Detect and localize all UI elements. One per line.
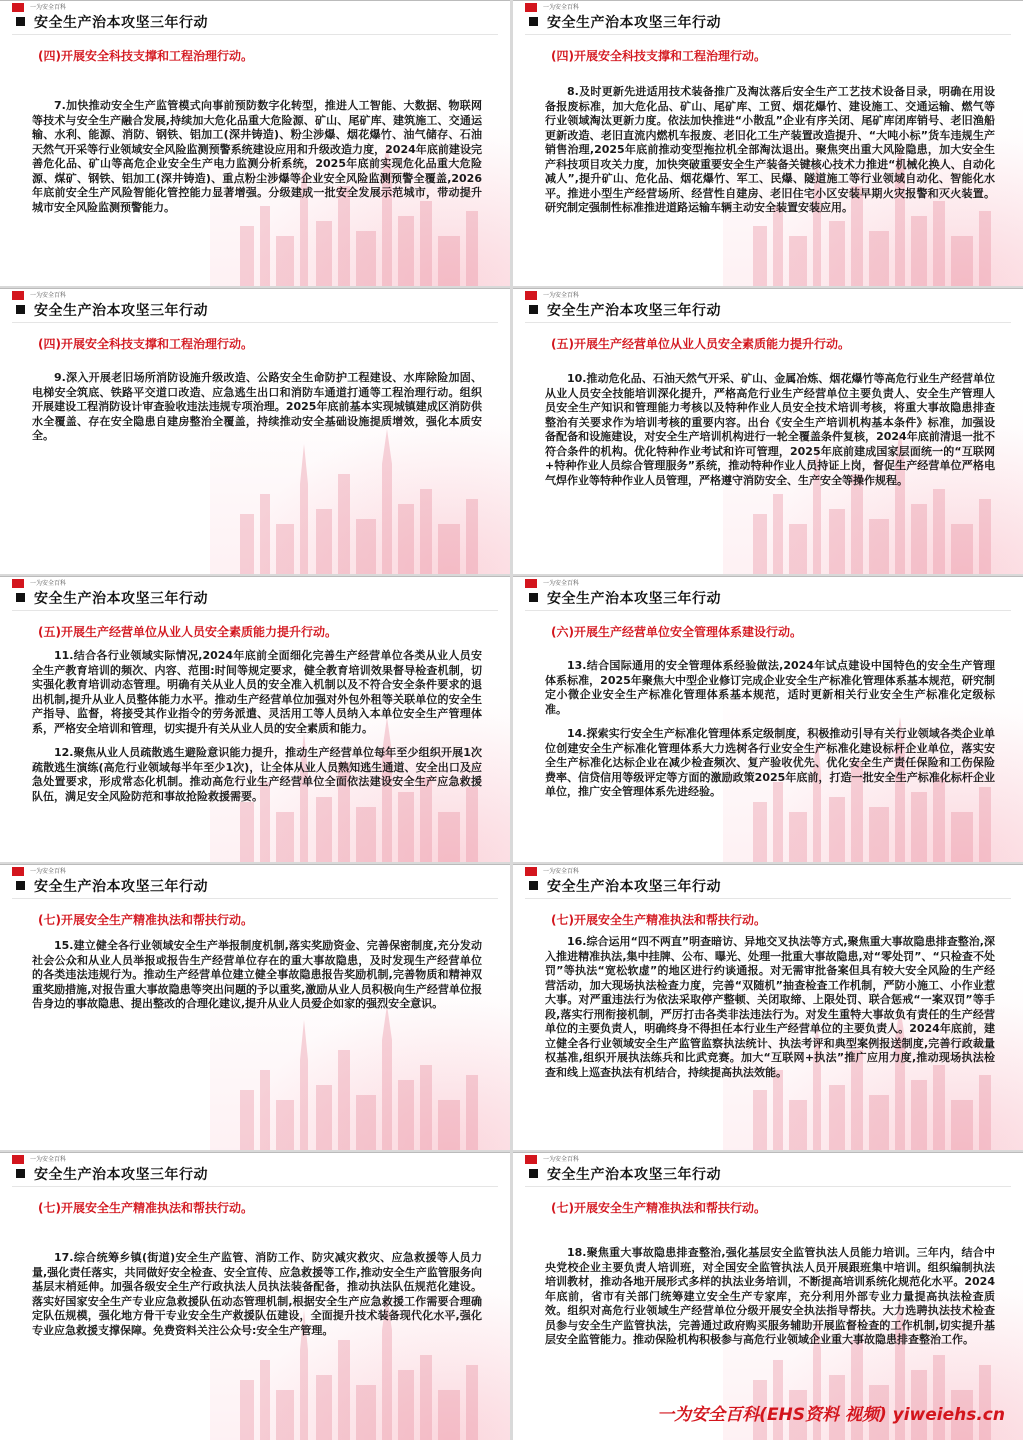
section-heading: (七)开展安全生产精准执法和帮扶行动。 bbox=[38, 1199, 253, 1216]
slide-card bbox=[0, 864, 510, 1150]
body-paragraph: 11.结合各行业领域实际情况,2024年底前全面细化完善生产经营单位各类从业人员安全生产教育培训的频次、内容、范围:时间等规定要求，健全教育培训效果督导检查机制，切实强化教育培训动态管理。明确有关从业人员的安全准入机制以及不符合安全条件要求的退出机制,提升从业人员整体能力水平。推动生产经营单位加强对外包外租等关联单位的安全生产指导、监督，将接受其作业指令的劳务派遣、灵活用工等人员纳入本单位安全生产管理体系，严格安全培训和管理，切实提升有关从业人员的安全素质和能力。 bbox=[32, 649, 482, 736]
brand-red-mark bbox=[525, 867, 537, 876]
title-bullet-icon bbox=[16, 305, 25, 314]
slide-card bbox=[0, 288, 510, 574]
brand-small-label: 一为安全百科 bbox=[30, 1154, 66, 1163]
slide-body bbox=[32, 1251, 482, 1348]
skyline-icon bbox=[220, 1000, 500, 1150]
title-divider bbox=[12, 1186, 498, 1187]
brand-red-mark bbox=[12, 1155, 24, 1164]
title-divider bbox=[12, 610, 498, 611]
body-paragraph: 15.建立健全各行业领域安全生产举报制度机制,落实奖励资金、完善保密制度,充分发动社会公众和从业人员举报或报告生产经营单位存在的重大事故隐患，及时发现生产经营单位的各类违法违规行为。推动生产经营单位建立健全事故隐患报告奖励机制,完善物质和精神双重奖励措施,对报告重大事故隐患等突出问题的予以重奖,激励从业人员积极向生产经营单位报告身边的事故隐患、提出整改的合理化建议,提升从业人员爱企如家的强烈安全意识。 bbox=[32, 939, 482, 1012]
section-heading: (四)开展安全科技支撑和工程治理行动。 bbox=[38, 47, 253, 64]
brand-red-mark bbox=[525, 1155, 537, 1164]
title-divider bbox=[525, 1186, 1011, 1187]
title-bullet-icon bbox=[16, 881, 25, 890]
brand-red-mark bbox=[12, 291, 24, 300]
body-paragraph: 18.聚焦重大事故隐患排查整治,强化基层安全监管执法人员能力培训。三年内，结合中央党校企业主要负责人培训班，对全国安全监管执法人员开展跟班集中培训。组织编制执法培训教材，推动各地开展形式多样的执法业务培训，不断提高培训系统化规范化水平。2024年底前，省市有关部门统筹建立安全生产专家库，充分利用外部专业力量提高执法检查质效。组织对高危行业领域生产经营单位分级开展安全执法指导帮扶。大力选聘执法技术检查员参与安全生产监管执法，完善通过政府购买服务辅助开展监督检查的工作机制,切实提升基层安全监管能力。推动保险机构积极参与高危行业领域企业重大事故隐患排查整治工作。 bbox=[545, 1246, 995, 1348]
brand-red-mark bbox=[525, 291, 537, 300]
slide-title: 安全生产治本攻坚三年行动 bbox=[34, 588, 208, 608]
section-heading: (四)开展安全科技支撑和工程治理行动。 bbox=[551, 47, 766, 64]
body-paragraph: 12.聚焦从业人员疏散逃生避险意识能力提升，推动生产经营单位每年至少组织开展1次疏散逃生演练(高危行业领域每半年至少1次)，让全体从业人员熟知逃生通道、安全出口及应急处置要求，形成常态化机制。推动高危行业生产经营单位全面依法建设安全生产应急救援队伍，满足安全风险防范和事故抢险救援需要。 bbox=[32, 746, 482, 804]
slide-body bbox=[545, 935, 995, 1090]
slide-title: 安全生产治本攻坚三年行动 bbox=[34, 876, 208, 896]
brand-small-label: 一为安全百科 bbox=[543, 2, 579, 11]
slide-title: 安全生产治本攻坚三年行动 bbox=[34, 1164, 208, 1184]
section-heading: (五)开展生产经营单位从业人员安全素质能力提升行动。 bbox=[551, 335, 850, 352]
brand-small-label: 一为安全百科 bbox=[543, 866, 579, 875]
title-bullet-icon bbox=[16, 17, 25, 26]
slide-body bbox=[545, 85, 995, 226]
slide-body bbox=[545, 372, 995, 498]
body-paragraph: 9.深入开展老旧场所消防设施升级改造、公路安全生命防护工程建设、水库除险加固、电梯安全筑底、铁路平交道口改造、应急逃生出口和消防车通道打通等工程治理行动。组织开展建设工程消防设计审查验收违法违规专项治理。2025年底前基本实现城镇建成区消防供水全覆盖、存在安全隐患自建房整治全覆盖，持续推动安全基础设施提质增效，强化本质安全。 bbox=[32, 371, 482, 444]
slide-title: 安全生产治本攻坚三年行动 bbox=[547, 1164, 721, 1184]
title-bullet-icon bbox=[529, 17, 538, 26]
section-heading: (七)开展安全生产精准执法和帮扶行动。 bbox=[38, 911, 253, 928]
body-paragraph: 14.探索实行安全生产标准化管理体系定级制度，积极推动引导有关行业领域各类企业单位创建安全生产标准化管理体系大力选树各行业安全生产标准化建设标杆企业单位，落实安全生产标准化达标企业在减少检查频次、复产验收优先、优化安全生产责任保险和工伤保险费率、信贷信用等级评定等方面的激励政策2025年底前，打造一批安全生产标准化标杆企业单位，推广安全管理体系先进经验。 bbox=[545, 727, 995, 800]
title-divider bbox=[525, 322, 1011, 323]
slide-body bbox=[32, 371, 482, 454]
body-paragraph: 13.结合国际通用的安全管理体系经验做法,2024年试点建设中国特色的安全生产管理体系标准，2025年聚焦大中型企业修订完成企业安全生产标准化管理体系基本规范，研究制定小微企业安全生产标准化管理体系基本规范，适时更新相关行业安全生产标准化定级标准。 bbox=[545, 659, 995, 717]
brand-small-label: 一为安全百科 bbox=[30, 290, 66, 299]
body-paragraph: 17.综合统筹乡镇(街道)安全生产监管、消防工作、防灾减灾救灾、应急救援等人员力量,强化责任落实，共同做好安全检查、安全宣传、应急救援等工作,推动安全生产监管服务向基层末梢延伸。加强各级安全生产行政执法人员执法装备配备，推动执法队伍规范化建设。落实好国家安全生产专业应急救援队伍动态管理机制,根据安全生产应急救援工作需要合理确定队伍规模，强化地方骨干专业安全生产救援队伍建设，全面提升技术装备现代化水平,强化专业应急救援支撑保障。免费资料关注公众号:安全生产管理。 bbox=[32, 1251, 482, 1338]
section-heading: (五)开展生产经营单位从业人员安全素质能力提升行动。 bbox=[38, 623, 337, 640]
slide-title: 安全生产治本攻坚三年行动 bbox=[547, 588, 721, 608]
slide-card bbox=[0, 1152, 510, 1440]
brand-small-label: 一为安全百科 bbox=[30, 2, 66, 11]
section-heading: (七)开展安全生产精准执法和帮扶行动。 bbox=[551, 1199, 766, 1216]
brand-red-mark bbox=[12, 579, 24, 588]
brand-red-mark bbox=[525, 3, 537, 12]
body-paragraph: 7.加快推动安全生产监管模式向事前预防数字化转型，推进人工智能、大数据、物联网等技术与安全生产融合发展,持续加大危化品重大危险源、矿山、尾矿库、建筑施工、交通运输、水利、能源、消防、钢铁、铝加工(深井铸造)、粉尘涉爆、烟花爆竹、油气储存、石油天然气开采等行业领域安全风险监测预警系统建设应用和升级改造力度，2024年底前建设完善危化品、矿山等高危企业安全生产电力监测分析系统，2025年底前实现危化品重大危险源、煤矿、钢铁、铝加工(深井铸造)、重点粉尘涉爆等企业安全风险监测预警全覆盖,2026年底前安全生产风险智能化管控能力显著增强。分级建成一批安全发展示范城市，带动提升城市安全风险监测预警能力。 bbox=[32, 99, 482, 215]
footer-brand: 一为安全百科(EHS资料 视频) yiweiehs.cn bbox=[657, 1400, 1005, 1425]
title-divider bbox=[525, 610, 1011, 611]
title-divider bbox=[12, 34, 498, 35]
brand-small-label: 一为安全百科 bbox=[30, 578, 66, 587]
slide-card bbox=[0, 0, 510, 286]
brand-small-label: 一为安全百科 bbox=[543, 1154, 579, 1163]
slide-body bbox=[545, 1246, 995, 1358]
slide-body bbox=[545, 659, 995, 810]
slide-title: 安全生产治本攻坚三年行动 bbox=[34, 12, 208, 32]
brand-red-mark bbox=[12, 867, 24, 876]
slide-card bbox=[513, 576, 1023, 862]
slide-card bbox=[513, 1152, 1023, 1440]
title-divider bbox=[525, 898, 1011, 899]
title-bullet-icon bbox=[529, 881, 538, 890]
title-bullet-icon bbox=[529, 593, 538, 602]
brand-small-label: 一为安全百科 bbox=[543, 290, 579, 299]
slide-body bbox=[32, 649, 482, 814]
title-bullet-icon bbox=[16, 1169, 25, 1178]
section-heading: (六)开展生产经营单位安全管理体系建设行动。 bbox=[551, 623, 802, 640]
slide-card bbox=[513, 0, 1023, 286]
brand-red-mark bbox=[12, 3, 24, 12]
section-heading: (七)开展安全生产精准执法和帮扶行动。 bbox=[551, 911, 766, 928]
slide-body bbox=[32, 939, 482, 1022]
brand-small-label: 一为安全百科 bbox=[30, 866, 66, 875]
title-bullet-icon bbox=[529, 305, 538, 314]
brand-red-mark bbox=[525, 579, 537, 588]
section-heading: (四)开展安全科技支撑和工程治理行动。 bbox=[38, 335, 253, 352]
title-divider bbox=[525, 34, 1011, 35]
slide-card bbox=[513, 288, 1023, 574]
slide-card bbox=[513, 864, 1023, 1150]
title-bullet-icon bbox=[16, 593, 25, 602]
slide-title: 安全生产治本攻坚三年行动 bbox=[547, 12, 721, 32]
title-divider bbox=[12, 322, 498, 323]
slide-body bbox=[32, 99, 482, 225]
title-bullet-icon bbox=[529, 1169, 538, 1178]
brand-small-label: 一为安全百科 bbox=[543, 578, 579, 587]
body-paragraph: 16.综合运用“四不两直”明查暗访、异地交叉执法等方式,聚焦重大事故隐患排查整治,深入推进精准执法,集中挂牌、公布、曝光、处理一批重大事故隐患,对“零处罚”、“只检查不处罚”等执法“宽松软虚”的地区进行约谈通报。对无需审批备案但具有较大安全风险的生产经营活动，加大现场执法检查力度，完善“双随机”抽查检查工作机制，严防小施工、小作业惹大事。对严重违法行为依法采取停产整顿、关闭取缔、上限处罚、联合惩戒“一案双罚”等手段,落实行刑衔接机制，严厉打击各类非法违法行为。对发生重特大事故负有责任的生产经营单位的主要负责人，明确终身不得担任本行业生产经营单位的主要负责人。2024年底前，建立健全各行业领域安全生产监管监察执法统计、执法考评和典型案例报送制度,完善行政裁量权基准,组织开展执法练兵和比武竞赛。加大“互联网+执法”推广应用力度,推动现场执法检查和线上巡查执法有机结合，持续提高执法效能。 bbox=[545, 935, 995, 1080]
body-paragraph: 10.推动危化品、石油天然气开采、矿山、金属冶炼、烟花爆竹等高危行业生产经营单位从业人员安全技能培训深化提升，严格高危行业生产经营单位主要负责人、安全生产管理人员安全生产知识和管理能力考核以及特种作业人员安全技术培训考核，将重大事故隐患排查整治有关要求作为培训考核的重要内容。出台《安全生产培训机构基本条件》标准，加强设备配备和设施建设，对安全生产培训机构进行一轮全覆盖条件复核，2024年底前清退一批不符合条件的机构。优化特种作业考试和许可管理，2025年底前建成国家层面统一的“互联网+特种作业人员综合管理服务”系统，推动特种作业人员持证上岗，督促生产经营单位严格电气焊作业等特种作业人员管理，严格遵守消防安全、生产安全等操作规程。 bbox=[545, 372, 995, 488]
slide-card bbox=[0, 576, 510, 862]
body-paragraph: 8.及时更新先进适用技术装备推广及淘汰落后安全生产工艺技术设备目录，明确在用设备报废标准，加大危化品、矿山、尾矿库、工贸、烟花爆竹、建设施工、交通运输、燃气等行业领域淘汰更新力度。依法加快推进“小散乱”企业有序关闭、尾矿库闭库销号、老旧渔船更新改造、老旧直流内燃机车报废、老旧化工生产装置改造提升、“大吨小标”货车违规生产销售治理,2025年底前推动变型拖拉机全部淘汰退出。聚焦突出重大风险隐患，加大安全生产科技项目攻关力度，加快突破重要安全生产装备关键核心技术力推进“机械化换人、自动化减人”,提升矿山、危化品、烟花爆竹、军工、民爆、隧道施工等行业领域自动化、智能化水平。推进小型生产经营场所、经营性自建房、老旧住宅小区安装早期火灾报警和灭火装置。研究制定强制性标准推进道路运输车辆主动安全装置安装应用。 bbox=[545, 85, 995, 216]
slide-title: 安全生产治本攻坚三年行动 bbox=[547, 300, 721, 320]
slide-title: 安全生产治本攻坚三年行动 bbox=[547, 876, 721, 896]
slide-title: 安全生产治本攻坚三年行动 bbox=[34, 300, 208, 320]
title-divider bbox=[12, 898, 498, 899]
